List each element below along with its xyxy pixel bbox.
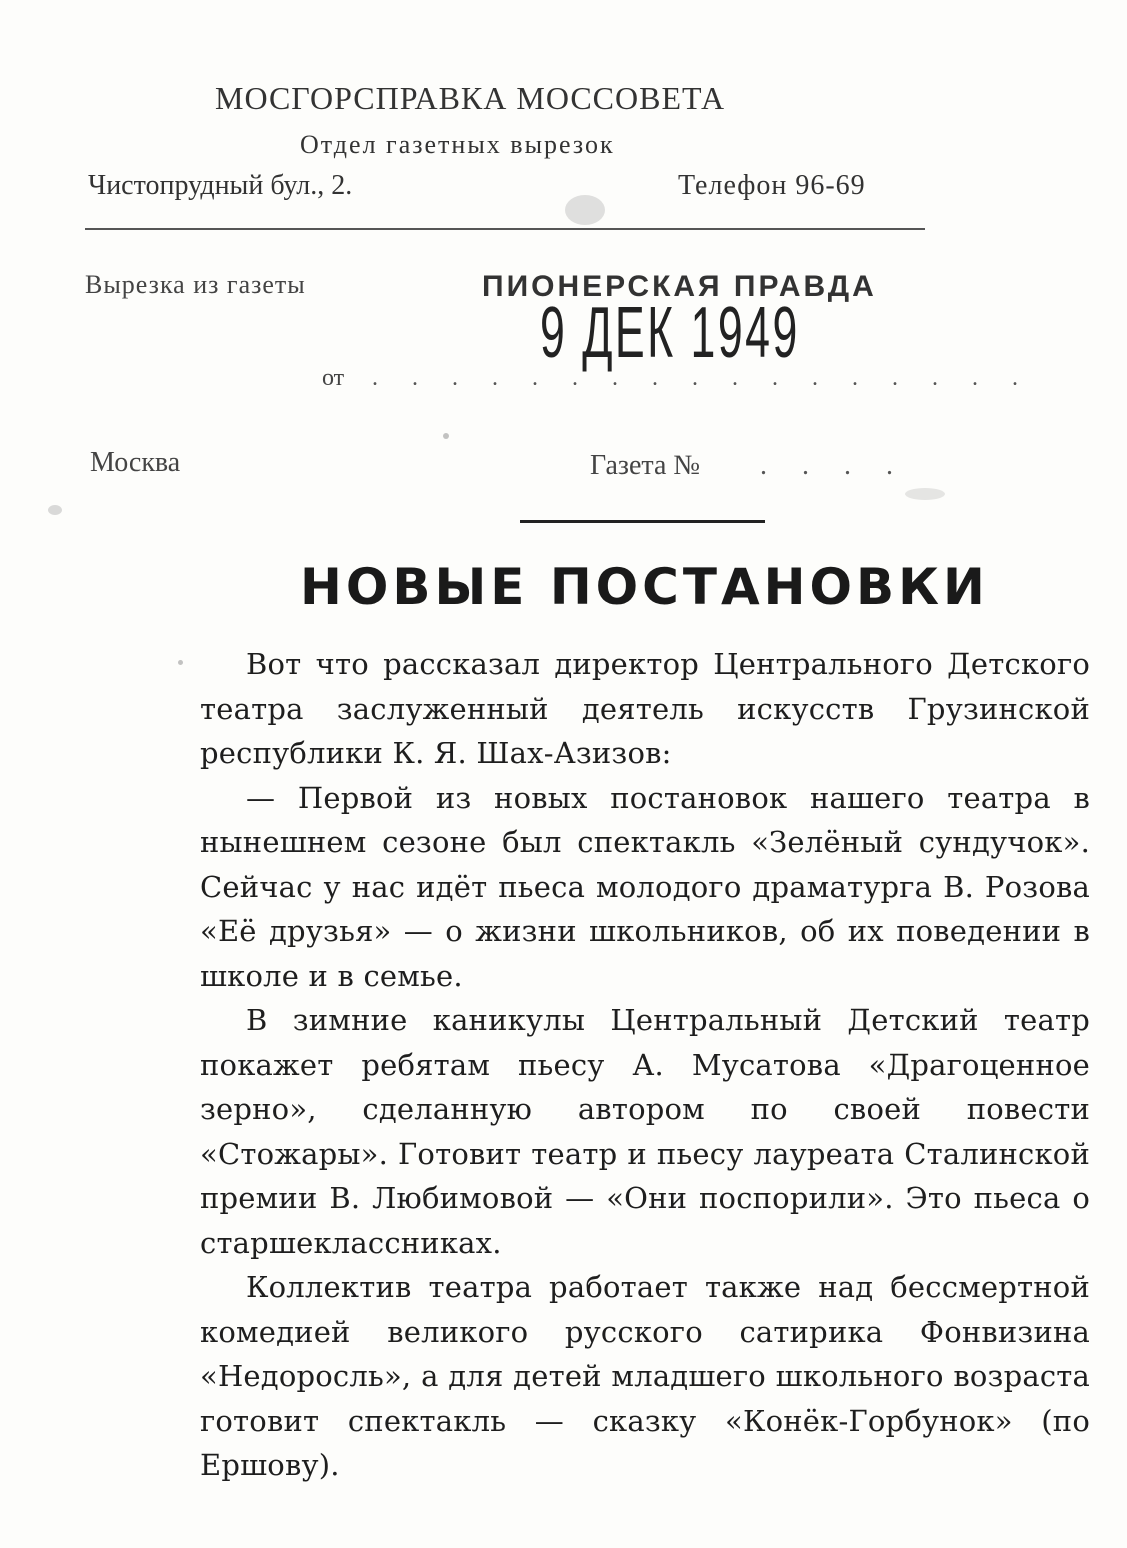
from-label: от bbox=[322, 365, 345, 391]
date-stamp: 9 ДЕК 1949 bbox=[540, 293, 800, 373]
paper-number-label: Газета № bbox=[590, 450, 701, 481]
org-name: МОСГОРСПРАВКА МОССОВЕТА bbox=[215, 80, 726, 116]
article-paragraph: — Первой из новых постановок нашего театра в нынешнем сезоне был спектакль «Зелёный сундучок». Сейчас у нас идёт пьеса молодого драматурга В. Розова «Её друзья» — о жизни школьников, об их поведении в школе и в семье. bbox=[200, 780, 1090, 993]
article-paragraph: В зимние каникулы Центральный Детский театр покажет ребятам пьесу А. Мусатова «Драгоценное зерно», сделанную автором по своей повести «Стожары». Готовит театр и пьесу лауреата Сталинской премии В. Любимовой — «Они поспорили». Это пьеса о старшеклассниках. bbox=[200, 1003, 1090, 1260]
from-dots: . . . . . . . . . . . . . . . . . bbox=[372, 365, 1032, 391]
city: Москва bbox=[90, 447, 181, 478]
paper-speck bbox=[48, 505, 62, 515]
header-divider bbox=[85, 228, 925, 230]
paper-number-dots: . . . . bbox=[760, 450, 907, 481]
paper-speck bbox=[905, 488, 945, 500]
department-name: Отдел газетных вырезок bbox=[300, 130, 615, 159]
article-headline: НОВЫЕ ПОСТАНОВКИ bbox=[300, 558, 989, 616]
paper-speck bbox=[565, 195, 605, 225]
article-paragraph: Коллектив театра работает также над бессмертной комедией великого русского сатирика Фонвизина «Недоросль», а для детей младшего школьного возраста готовит спектакль — сказку «Конёк-Горбунок» (по Ершову). bbox=[200, 1270, 1090, 1482]
paper-speck bbox=[443, 433, 449, 439]
section-divider bbox=[520, 520, 765, 523]
clip-label: Вырезка из газеты bbox=[85, 270, 306, 299]
phone-number: Телефон 96-69 bbox=[678, 170, 866, 201]
address: Чистопрудный бул., 2. bbox=[88, 170, 353, 201]
newspaper-name: ПИОНЕРСКАЯ ПРАВДА bbox=[482, 270, 877, 303]
paper-speck bbox=[178, 660, 183, 665]
article-body bbox=[200, 642, 1090, 1488]
article-paragraph: Вот что рассказал директор Центрального Детского театра заслуженный деятель искусств Грузинской республики К. Я. Шах-Азизов: bbox=[200, 647, 1090, 770]
